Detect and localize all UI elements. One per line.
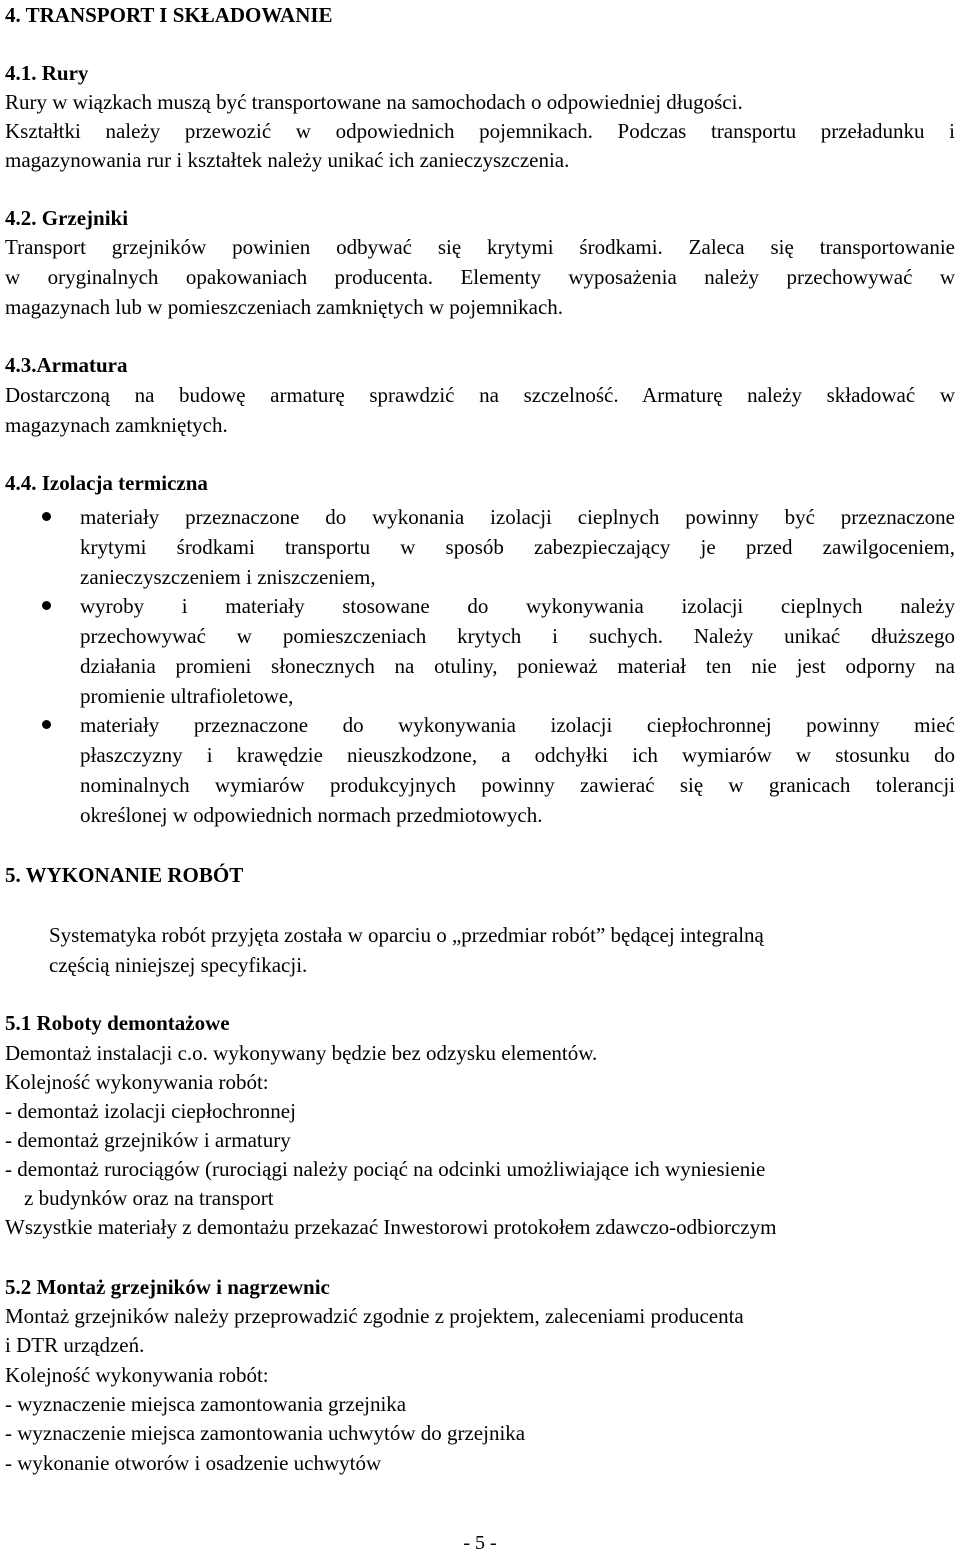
paragraph-line: Kształtki należy przewozić w odpowiednich pojemnikach. Podczas transportu przeładunku i [5,119,955,143]
paragraph-line: Demontaż instalacji c.o. wykonywany będzie bez odzysku elementów. [5,1041,598,1065]
section-4-4-heading: 4.4. Izolacja termiczna [5,471,208,495]
bullet-line: zanieczyszczeniem i zniszczeniem, [80,565,376,589]
list-item: - wyznaczenie miejsca zamontowania grzejnika [5,1392,407,1416]
bullet-icon [42,512,51,521]
section-4-1-heading: 4.1. Rury [5,61,89,85]
bullet-icon [42,720,51,729]
bullet-line: określonej w odpowiednich normach przedmiotowych. [80,803,543,827]
paragraph-line: Systematyka robót przyjęta została w oparciu o „przedmiar robót” będącej integralną [49,923,764,947]
section-5-1-heading: 5.1 Roboty demontażowe [5,1011,230,1035]
list-item: - demontaż grzejników i armatury [5,1128,291,1152]
paragraph-line: magazynach lub w pomieszczeniach zamkniętych w pojemnikach. [5,295,564,319]
paragraph-line: magazynach zamkniętych. [5,413,228,437]
bullet-line: płaszczyzny i krawędzie nieuszkodzone, a odchyłki ich wymiarów w stosunku do [80,743,955,767]
list-item: - demontaż izolacji ciepłochronnej [5,1099,296,1123]
paragraph-line: Kolejność wykonywania robót: [5,1363,269,1387]
list-item: - wykonanie otworów i osadzenie uchwytów [5,1451,382,1475]
bullet-line: nominalnych wymiarów produkcyjnych powinny zawierać się w granicach tolerancji [80,773,955,797]
bullet-line: działania promieni słonecznych na otuliny, ponieważ materiał ten nie jest odporny na [80,654,955,678]
paragraph-line: Montaż grzejników należy przeprowadzić zgodnie z projektem, zaleceniami producenta [5,1304,744,1328]
bullet-line: krytymi środkami transportu w sposób zabezpieczający je przed zawilgoceniem, [80,535,955,559]
paragraph-line: magazynowania rur i kształtek należy unikać ich zanieczyszczenia. [5,148,570,172]
list-item: - wyznaczenie miejsca zamontowania uchwytów do grzejnika [5,1421,526,1445]
page-number: - 5 - [463,1532,497,1554]
list-item-continuation: z budynków oraz na transport [24,1186,274,1210]
bullet-line: materiały przeznaczone do wykonywania izolacji ciepłochronnej powinny mieć [80,713,955,737]
section-4-heading: 4. TRANSPORT I SKŁADOWANIE [5,3,333,27]
bullet-line: materiały przeznaczone do wykonania izolacji cieplnych powinny być przeznaczone [80,505,955,529]
paragraph-line: Wszystkie materiały z demontażu przekazać Inwestorowi protokołem zdawczo-odbiorczym [5,1215,777,1239]
section-4-3-heading: 4.3.Armatura [5,353,128,377]
list-item: - demontaż rurociągów (rurociągi należy pociąć na odcinki umożliwiające ich wyniesienie [5,1157,766,1181]
bullet-icon [42,601,51,610]
section-4-2-heading: 4.2. Grzejniki [5,206,129,230]
paragraph-line: częścią niniejszej specyfikacji. [49,953,308,977]
section-5-heading: 5. WYKONANIE ROBÓT [5,863,244,887]
paragraph-line: Rury w wiązkach muszą być transportowane na samochodach o odpowiedniej długości. [5,90,743,114]
paragraph-line: Transport grzejników powinien odbywać się krytymi środkami. Zaleca się transportowanie [5,235,955,259]
bullet-line: wyroby i materiały stosowane do wykonywania izolacji cieplnych należy [80,594,955,618]
paragraph-line: Dostarczoną na budowę armaturę sprawdzić na szczelność. Armaturę należy składować w [5,383,955,407]
section-5-2-heading: 5.2 Montaż grzejników i nagrzewnic [5,1275,330,1299]
bullet-line: promienie ultrafioletowe, [80,684,294,708]
paragraph-line: i DTR urządzeń. [5,1333,145,1357]
paragraph-line: w oryginalnych opakowaniach producenta. Elementy wyposażenia należy przechowywać w [5,265,955,289]
bullet-line: przechowywać w pomieszczeniach krytych i suchych. Należy unikać dłuższego [80,624,955,648]
paragraph-line: Kolejność wykonywania robót: [5,1070,269,1094]
